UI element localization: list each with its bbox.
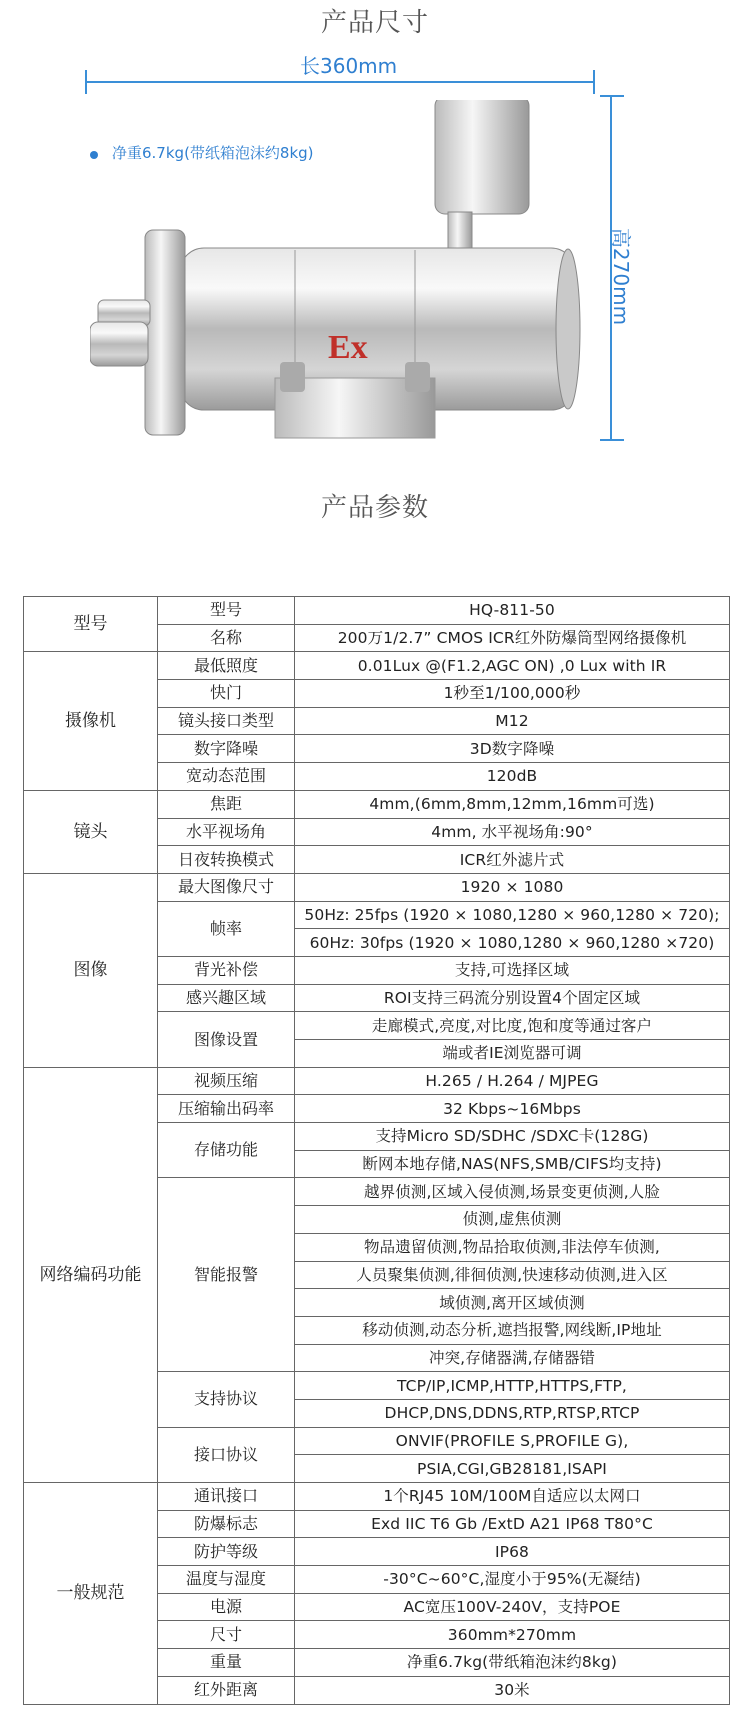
spec-value: 30米 — [295, 1676, 730, 1704]
table-row — [24, 1483, 730, 1511]
table-row — [24, 652, 730, 680]
spec-value: -30°C~60°C,湿度小于95%(无凝结) — [295, 1566, 730, 1594]
spec-value: 1秒至1/100,000秒 — [295, 680, 730, 708]
spec-value: 120dB — [295, 763, 730, 791]
length-dimension-line — [85, 81, 595, 83]
table-row — [24, 873, 730, 901]
spec-value: DHCP,DNS,DDNS,RTP,RTSP,RTCP — [295, 1399, 730, 1427]
spec-name: 智能报警 — [158, 1178, 295, 1372]
spec-value: ROI支持三码流分别设置4个固定区域 — [295, 984, 730, 1012]
spec-category: 镜头 — [24, 790, 158, 873]
bracket-clamp — [405, 362, 430, 392]
spec-name: 日夜转换模式 — [158, 846, 295, 874]
ex-mark: Ex — [328, 329, 368, 366]
params-title: 产品参数 — [320, 493, 429, 523]
spec-category: 一般规范 — [24, 1483, 158, 1705]
height-label: 高270mm — [609, 227, 634, 326]
camera-flange — [145, 230, 185, 435]
length-label: 长360mm — [300, 54, 398, 78]
spec-name: 最低照度 — [158, 652, 295, 680]
spec-value: 4mm, 水平视场角:90° — [295, 818, 730, 846]
spec-value: 4mm,(6mm,8mm,12mm,16mm可选) — [295, 790, 730, 818]
spec-name: 宽动态范围 — [158, 763, 295, 791]
spec-name: 视频压缩 — [158, 1067, 295, 1095]
spec-value: 净重6.7kg(带纸箱泡沫约8kg) — [295, 1649, 730, 1677]
spec-value: AC宽压100V-240V，支持POE — [295, 1593, 730, 1621]
spec-category: 网络编码功能 — [24, 1067, 158, 1482]
spec-name: 温度与湿度 — [158, 1566, 295, 1594]
spec-name: 重量 — [158, 1649, 295, 1677]
spec-name: 防爆标志 — [158, 1510, 295, 1538]
height-tick-top — [600, 95, 624, 97]
spec-value: 支持,可选择区域 — [295, 956, 730, 984]
table-row — [24, 790, 730, 818]
spec-value: 200万1/2.7” CMOS ICR红外防爆筒型网络摄像机 — [295, 624, 730, 652]
spec-name: 接口协议 — [158, 1427, 295, 1482]
spec-value: H.265 / H.264 / MJPEG — [295, 1067, 730, 1095]
cable-gland — [90, 322, 148, 366]
dimensions-title: 产品尺寸 — [320, 8, 429, 38]
spec-value: 1个RJ45 10M/100M自适应以太网口 — [295, 1483, 730, 1511]
spec-name: 最大图像尺寸 — [158, 873, 295, 901]
spec-category: 型号 — [24, 597, 158, 652]
spec-name: 型号 — [158, 597, 295, 625]
spec-value: 端或者IE浏览器可调 — [295, 1040, 730, 1068]
spec-name: 图像设置 — [158, 1012, 295, 1067]
spec-name: 红外距离 — [158, 1676, 295, 1704]
spec-category: 图像 — [24, 873, 158, 1067]
spec-name: 镜头接口类型 — [158, 707, 295, 735]
spec-value: 断网本地存储,NAS(NFS,SMB/CIFS均支持) — [295, 1150, 730, 1178]
spec-value: 物品遗留侦测,物品拾取侦测,非法停车侦测, — [295, 1233, 730, 1261]
spec-name: 帧率 — [158, 901, 295, 956]
spec-value: ONVIF(PROFILE S,PROFILE G), — [295, 1427, 730, 1455]
spec-value: 域侦测,离开区域侦测 — [295, 1289, 730, 1317]
spec-value: PSIA,CGI,GB28181,ISAPI — [295, 1455, 730, 1483]
spec-value: 0.01Lux @(F1.2,AGC ON) ,0 Lux with IR — [295, 652, 730, 680]
spec-value: 32 Kbps~16Mbps — [295, 1095, 730, 1123]
spec-table — [23, 596, 730, 1705]
spec-value: ICR红外滤片式 — [295, 846, 730, 874]
spec-value: 50Hz: 25fps (1920 × 1080,1280 × 960,1280 × 720); — [295, 901, 730, 929]
spec-value: HQ-811-50 — [295, 597, 730, 625]
spec-name: 存储功能 — [158, 1123, 295, 1178]
spec-name: 数字降噪 — [158, 735, 295, 763]
camera-product-image — [90, 100, 610, 450]
spec-value: IP68 — [295, 1538, 730, 1566]
spec-value: 移动侦测,动态分析,遮挡报警,网线断,IP地址 — [295, 1316, 730, 1344]
spec-value: 支持Micro SD/SDHC /SDXC卡(128G) — [295, 1123, 730, 1151]
spec-value: M12 — [295, 707, 730, 735]
spec-name: 名称 — [158, 624, 295, 652]
spec-value: TCP/IP,ICMP,HTTP,HTTPS,FTP, — [295, 1372, 730, 1400]
spec-category: 摄像机 — [24, 652, 158, 790]
spec-value: 360mm*270mm — [295, 1621, 730, 1649]
spec-name: 感兴趣区域 — [158, 984, 295, 1012]
spec-name: 支持协议 — [158, 1372, 295, 1427]
spec-name: 背光补偿 — [158, 956, 295, 984]
camera-rear-cap — [556, 249, 580, 409]
spec-value: 侦测,虚焦侦测 — [295, 1206, 730, 1234]
bracket-clamp — [280, 362, 305, 392]
spec-name: 电源 — [158, 1593, 295, 1621]
spec-value: 60Hz: 30fps (1920 × 1080,1280 × 960,1280 ×720) — [295, 929, 730, 957]
table-row — [24, 597, 730, 625]
gauge-housing — [435, 100, 529, 214]
table-row — [24, 1067, 730, 1095]
spec-name: 水平视场角 — [158, 818, 295, 846]
spec-name: 通讯接口 — [158, 1483, 295, 1511]
spec-value: 人员聚集侦测,徘徊侦测,快速移动侦测,进入区 — [295, 1261, 730, 1289]
spec-name: 尺寸 — [158, 1621, 295, 1649]
spec-value: 3D数字降噪 — [295, 735, 730, 763]
spec-value: 冲突,存储器满,存储器错 — [295, 1344, 730, 1372]
weight-note: 净重6.7kg(带纸箱泡沫约8kg) — [112, 144, 314, 162]
spec-name: 压缩输出码率 — [158, 1095, 295, 1123]
spec-name: 防护等级 — [158, 1538, 295, 1566]
length-tick-left — [85, 70, 87, 94]
spec-value: 越界侦测,区域入侵侦测,场景变更侦测,人脸 — [295, 1178, 730, 1206]
spec-value: 1920 × 1080 — [295, 873, 730, 901]
spec-value: Exd IIC T6 Gb /ExtD A21 IP68 T80°C — [295, 1510, 730, 1538]
spec-value: 走廊模式,亮度,对比度,饱和度等通过客户 — [295, 1012, 730, 1040]
spec-name: 快门 — [158, 680, 295, 708]
spec-name: 焦距 — [158, 790, 295, 818]
length-tick-right — [593, 70, 595, 94]
